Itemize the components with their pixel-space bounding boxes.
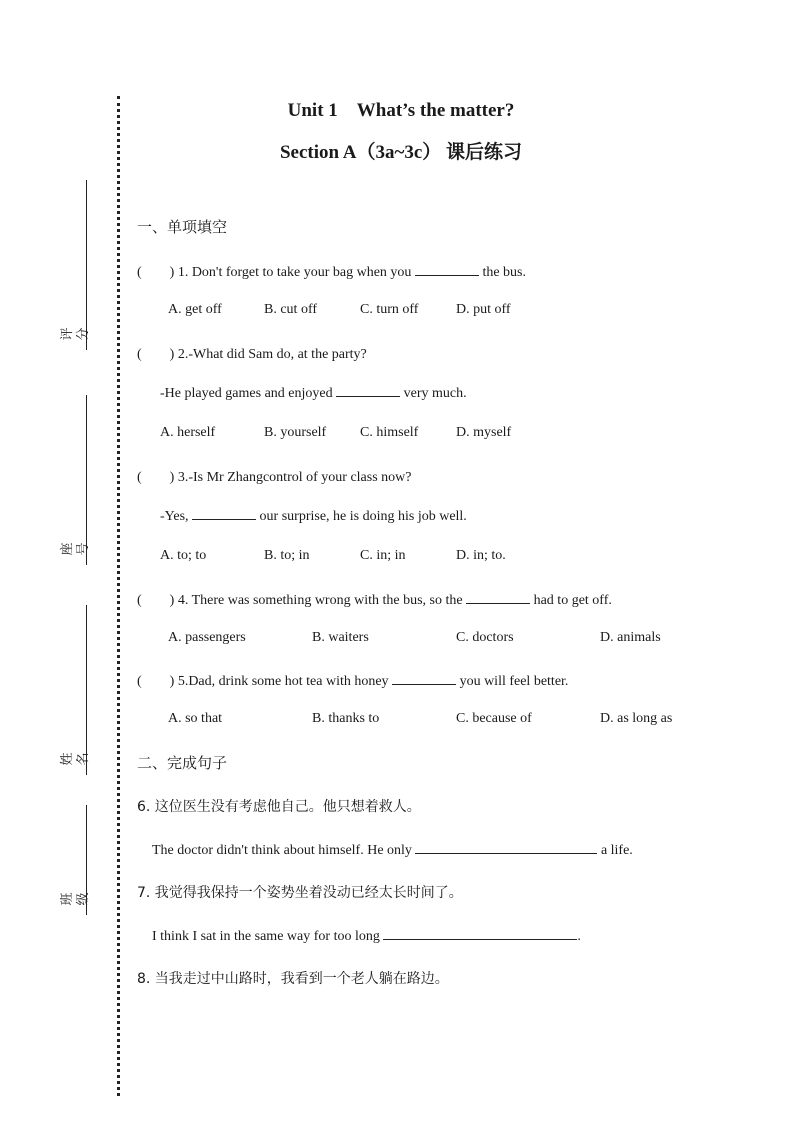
sentence-text: The doctor didn't think about himself. He only (152, 843, 416, 858)
question-1-stem (137, 261, 526, 281)
option: D. myself (456, 425, 512, 440)
question-stem-text: -He played games and enjoyed (160, 386, 337, 401)
side-field-label: 姓名 (60, 752, 91, 766)
option: B. thanks to (312, 711, 380, 726)
answer-blank (383, 927, 577, 940)
question-3-line2 (160, 507, 467, 525)
question-stem-text: ( ) 4. There was something wrong with the bus, so the (137, 593, 467, 608)
option: B. cut off (264, 302, 318, 317)
option: C. because of (456, 711, 532, 726)
sentence-8-chinese: 8. 当我走过中山路时，我看到一个老人躺在路边。 (137, 971, 449, 987)
side-field-label: 班级 (60, 892, 91, 906)
option: D. in; to. (456, 548, 506, 563)
option: A. get off (168, 302, 222, 317)
option: C. turn off (360, 302, 419, 317)
question-5-stem (137, 670, 568, 690)
sentence-7-english (152, 927, 581, 945)
question-2-stem: ( ) 2.-What did Sam do, at the party? (137, 347, 367, 362)
side-field-line (86, 180, 87, 350)
part1-heading: 一、单项填空 (137, 218, 228, 236)
option: C. in; in (360, 548, 406, 563)
question-stem-text: ( ) 1. Don't forget to take your bag when you (137, 265, 415, 280)
sentence-6-english (152, 841, 633, 859)
option: A. passengers (168, 630, 246, 645)
question-stem-text: had to get off. (530, 593, 612, 608)
question-stem-text: our surprise, he is doing his job well. (256, 509, 467, 524)
side-field-class (60, 805, 100, 915)
part2-heading: 二、完成句子 (137, 754, 228, 772)
answer-blank (415, 263, 479, 276)
question-stem-text: the bus. (478, 265, 526, 280)
side-field-score (60, 180, 100, 350)
side-field-label: 评分 (60, 327, 91, 341)
question-stem-text: ( ) 5.Dad, drink some hot tea with honey (137, 674, 393, 689)
option: D. put off (456, 302, 511, 317)
question-stem-text: you will feel better. (456, 674, 569, 689)
answer-blank (392, 672, 456, 685)
answer-blank (466, 591, 530, 604)
question-4-stem (137, 589, 612, 609)
option: C. himself (360, 425, 419, 440)
option: B. waiters (312, 630, 369, 645)
answer-blank (336, 384, 400, 397)
sentence-6-chinese: 6. 这位医生没有考虑他自己。他只想着救人。 (137, 799, 421, 815)
side-field-line (86, 395, 87, 565)
option: A. so that (168, 711, 223, 726)
option: A. herself (160, 425, 216, 440)
answer-blank (192, 507, 256, 520)
page-title: Unit 1 What’s the matter? (287, 100, 515, 121)
answer-blank (415, 841, 597, 854)
side-field-seat (60, 395, 100, 565)
option: B. to; in (264, 548, 310, 563)
question-3-stem: ( ) 3.-Is Mr Zhangcontrol of your class now? (137, 470, 412, 485)
side-field-label: 座号 (60, 542, 91, 556)
option: A. to; to (160, 548, 207, 563)
option: D. as long as (600, 711, 673, 726)
sentence-text: . (577, 929, 581, 944)
question-stem-text: very much. (400, 386, 467, 401)
question-2-line2 (160, 384, 467, 402)
sentence-7-chinese: 7. 我觉得我保持一个姿势坐着没动已经太长时间了。 (137, 885, 463, 901)
option: B. yourself (264, 425, 327, 440)
sentence-text: a life. (597, 843, 633, 858)
option: D. animals (600, 630, 661, 645)
option: C. doctors (456, 630, 514, 645)
side-field-line (86, 605, 87, 775)
side-field-name (60, 605, 100, 775)
page-subtitle: Section A（3a~3c） 课后练习 (279, 142, 523, 163)
sentence-text: I think I sat in the same way for too long (152, 929, 384, 944)
question-stem-text: -Yes, (160, 509, 193, 524)
binding-dotted-line (117, 96, 120, 1096)
